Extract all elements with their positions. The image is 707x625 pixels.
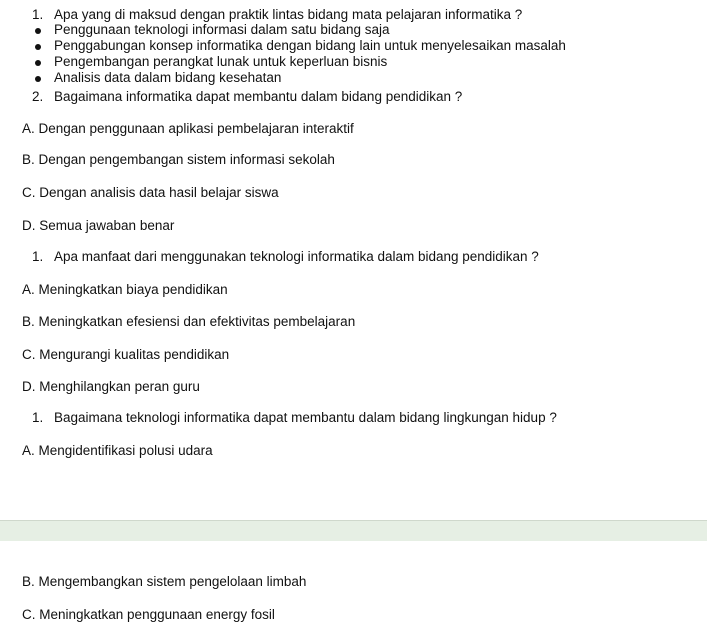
answer-option: B. Mengembangkan sistem pengelolaan limbah [22, 574, 307, 589]
bullet-icon [35, 60, 41, 66]
question-2 [32, 89, 462, 105]
answer-option: A. Meningkatkan biaya pendidikan [22, 282, 228, 297]
question-text: Apa yang di maksud dengan praktik lintas bidang mata pelajaran informatika ? [54, 7, 523, 22]
answer-option: A. Dengan penggunaan aplikasi pembelajaran interaktif [22, 121, 354, 136]
question-number: 1. [32, 249, 44, 264]
bullet-icon [35, 28, 41, 34]
answer-option: D. Menghilangkan peran guru [22, 379, 200, 394]
question-text: Bagaimana informatika dapat membantu dalam bidang pendidikan ? [54, 89, 463, 104]
answer-option: D. Semua jawaban benar [22, 218, 175, 233]
question-text: Apa manfaat dari menggunakan teknologi informatika dalam bidang pendidikan ? [54, 249, 539, 264]
question-1 [32, 7, 522, 23]
answer-option: C. Dengan analisis data hasil belajar siswa [22, 185, 279, 200]
answer-option: B. Dengan pengembangan sistem informasi sekolah [22, 152, 335, 167]
question-number: 1. [32, 7, 44, 22]
answer-option: A. Mengidentifikasi polusi udara [22, 443, 213, 458]
question-4 [32, 410, 557, 426]
bullet-icon [35, 76, 41, 82]
list-item: Analisis data dalam bidang kesehatan [54, 70, 282, 85]
answer-option: B. Meningkatkan efesiensi dan efektivitas pembelajaran [22, 314, 356, 329]
question-3 [32, 249, 539, 265]
question-number: 2. [32, 89, 44, 104]
page-break [0, 520, 707, 541]
bullet-icon [35, 44, 41, 50]
answer-option: C. Mengurangi kualitas pendidikan [22, 347, 230, 362]
list-item: Penggunaan teknologi informasi dalam satu bidang saja [54, 22, 390, 37]
answer-option: C. Meningkatkan penggunaan energy fosil [22, 607, 275, 622]
list-item: Pengembangan perangkat lunak untuk keperluan bisnis [54, 54, 388, 69]
question-number: 1. [32, 410, 44, 425]
question-text: Bagaimana teknologi informatika dapat membantu dalam bidang lingkungan hidup ? [54, 410, 557, 425]
list-item: Penggabungan konsep informatika dengan bidang lain untuk menyelesaikan masalah [54, 38, 566, 53]
